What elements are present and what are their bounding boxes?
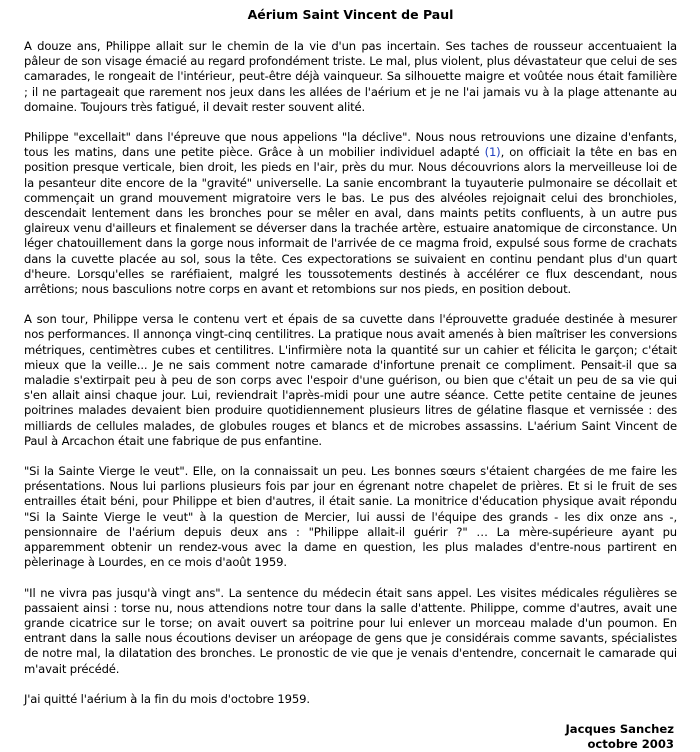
paragraph-6: J'ai quitté l'aérium à la fin du mois d'octobre 1959.	[24, 691, 310, 706]
signature-date: octobre 2003	[587, 737, 674, 752]
paragraph-5: "Il ne vivra pas jusqu'à vingt ans". La sentence du médecin était sans appel. Les visites médicales régulières se passaient ainsi : torse nu, nous attendions notre tour dans la salle d'attente. Philippe, comme d'autres, avait une grande cicatrice sur le torse; on avait ouvert sa poitrine pour lui enlever un morceau malade d'un poumon. En entrant dans la salle nous écoutions deviser un aréopage de gens que je considérais comme savants, spécialistes de notre mal, la dilatation des bronches. Le pronostic de vie que je venais d'entendre, concernait le camarade qui m'avait précédé.	[24, 585, 677, 676]
footnote-link-1[interactable]: (1)	[484, 145, 501, 160]
signature-block	[24, 722, 677, 752]
paragraph-4: "Si la Sainte Vierge le veut". Elle, on la connaissait un peu. Les bonnes sœurs s'étaient chargées de me faire les présentations. Nous lui parlions plusieurs fois par jour en égrenant notre chapelet de prières. Et si le fruit de ses entrailles était béni, pour Philippe et bien d'autres, il était sanie. La monitrice d'éducation physique avait répondu "Si la Sainte Vierge le veut" à la question de Mercier, lui aussi de l'équipe des grands - les dix onze ans -, pensionnaire de l'aérium depuis deux ans : "Philippe allait-il guérir ?" … La mère-supérieure ayant pu apparemment obtenir un rendez-vous avec la dame en question, les plus malades d'entre-nous partirent en pèlerinage à Lourdes, en ce mois d'août 1959.	[24, 464, 677, 570]
page-title: Aérium Saint Vincent de Paul	[247, 7, 454, 22]
signature-author: Jacques Sanchez	[565, 721, 674, 736]
paragraph-2	[24, 130, 677, 297]
paragraph-1: A douze ans, Philippe allait sur le chemin de la vie d'un pas incertain. Ses taches de rousseur accentuaient la pâleur de son visage émacié au regard profondément triste. Le mal, plus violent, plus dévastateur que celui de ses camarades, le rongeait de l'intérieur, peut-être déjà vainqueur. Sa silhouette maigre et voûtée nous était familière ; il ne partageait que rarement nos jeux dans les allées de l'aérium et je ne l'ai jamais vu à la plage attenante au domaine. Toujours très fatigué, il devait rester souvent alité.	[24, 39, 677, 114]
paragraph-2-text-end: , on officiait la tête en bas en position presque verticale, bien droit, les pieds en l'air, près du mur. Nous découvrions alors la merveilleuse loi de la pesanteur dite encore de la "gravité" universelle. La sanie encombrant la tuyauterie pulmonaire se décollait et commençait un grand mouvement migratoire vers le bas. Le pus des alvéoles rejoignait celui des bronchioles, descendait lentement dans les bronches pour se mêler en aval, dans maints petits confluents, à un autre pus glaireux venu d'ailleurs et finalement se déverser dans la trachée artère, estuaire anatomique de circonstance. Un léger chatouillement dans la gorge nous informait de l'arrivée de ce magma froid, expulsé sous forme de crachats dans la cuvette placée au sol, sous la tête. Ces expectorations se suivaient en continu pendant plus d'un quart d'heure. Lorsqu'elles se raréfiaient, malgré les toussotements destinés à accélérer ce flux descendant, nous arrêtions; nous basculions notre corps en avant et retombions sur nos pieds, en position debout.	[24, 145, 677, 297]
paragraph-2-text-start: Philippe "excellait" dans l'épreuve que nous appelions "la déclive". Nous nous retrouvions une dizaine d'enfants, tous les matins, dans une petite pièce. Grâce à un mobilier individuel adapté	[24, 130, 677, 160]
paragraph-3: A son tour, Philippe versa le contenu vert et épais de sa cuvette dans l'éprouvette graduée destinée à mesurer nos performances. Il annonça vingt-cinq centilitres. La pratique nous avait amenés à bien maîtriser les conversions métriques, centimètres cubes et centilitres. L'infirmière nota la quantité sur un cahier et félicita le garçon; c'était mieux que la veille... Je ne sais comment notre camarade d'infortune prenait ce compliment. Pensait-il que sa maladie s'extirpait peu à peu de son corps avec l'espoir d'une guérison, ou bien que c'était un peu de sa vie qui s'en allait ainsi chaque jour. Lui, reviendrait l'après-midi pour une autre séance. Cette petite centaine de jeunes poitrines malades devaient bien produire quotidiennement plusieurs litres de gélatine flasque et vernissée : des milliards de cellules malades, de globules rouges et blancs et de microbes assassins. L'aérium Saint Vincent de Paul à Arcachon était une fabrique de pus enfantine.	[24, 312, 677, 448]
